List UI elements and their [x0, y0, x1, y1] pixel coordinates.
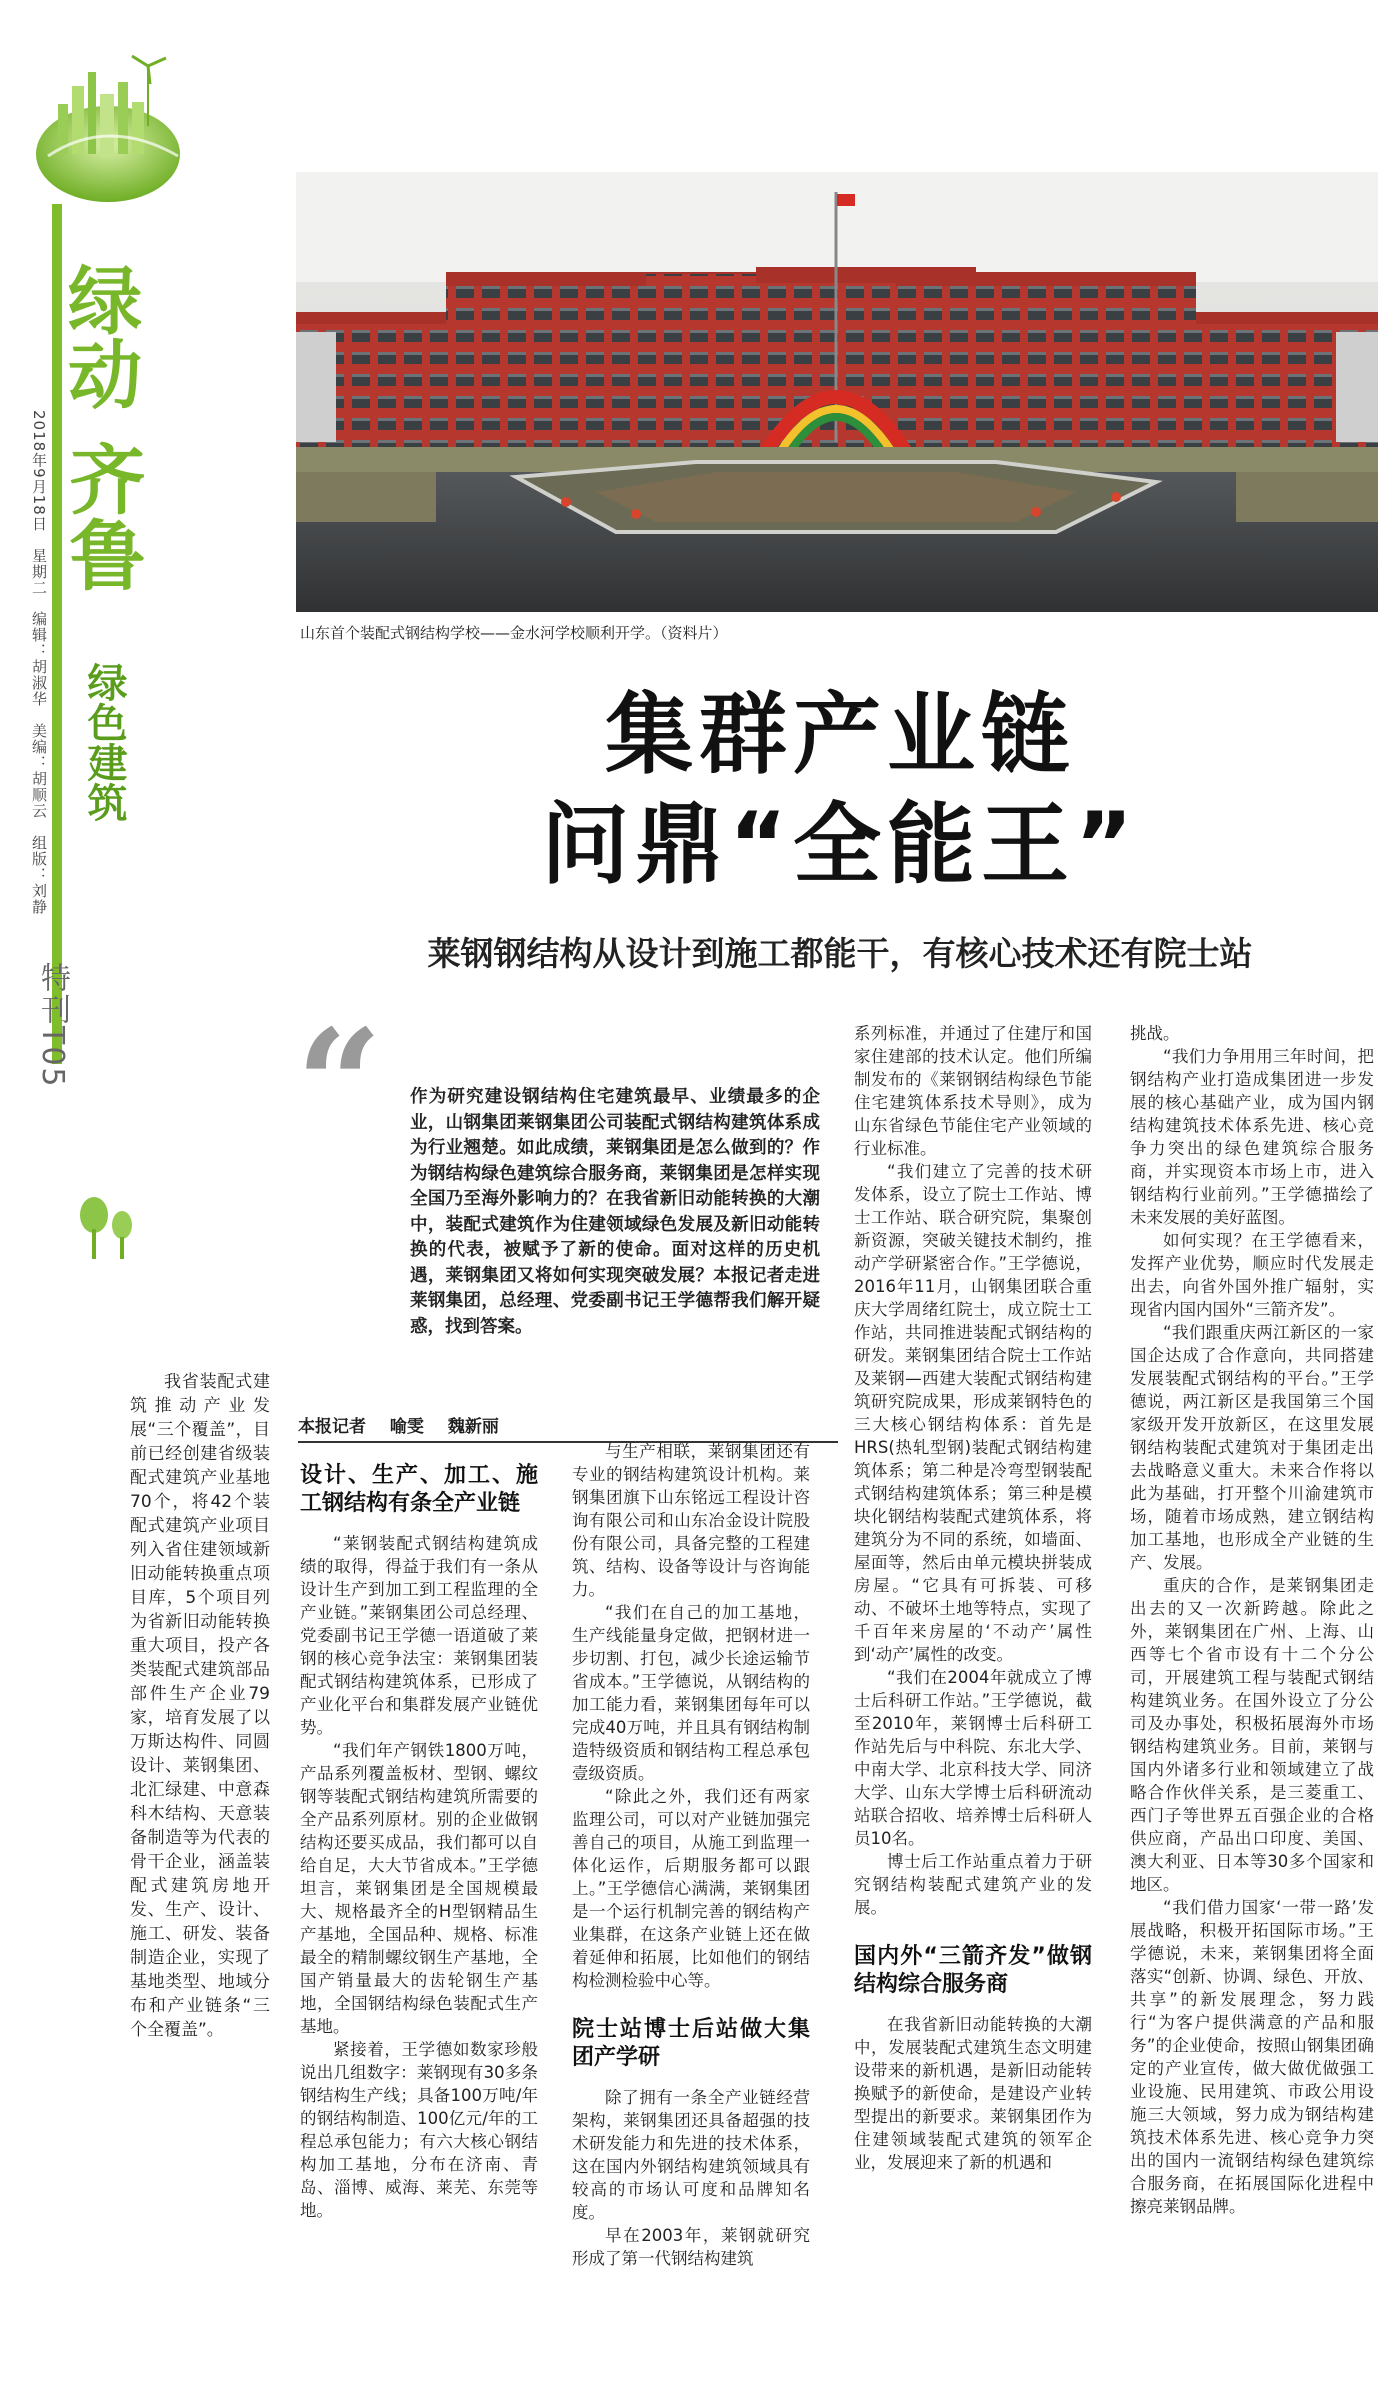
- section-logo-line1: 绿动: [56, 262, 142, 410]
- paragraph: 紧接着，王学德如数家珍般说出几组数字：莱钢现有30多条钢结构生产线；具备100万吨/年的钢结构制造、100亿元/年的工程总承包能力；有六大核心钢结构加工基地，分布在济南、青岛、淄博、威海、莱芜、东莞等地。: [300, 2040, 538, 2220]
- reporter-name-1: 喻雯: [389, 1417, 424, 1437]
- paragraph: 与生产相联，莱钢集团还有专业的钢结构建筑设计机构。莱钢集团旗下山东铭远工程设计咨询有限公司和山东冶金设计院股份有限公司，具备完整的工程建筑、结构、设备等设计与咨询能力。: [572, 1442, 810, 1599]
- paragraph: “我们建立了完善的技术研发体系，设立了院士工作站、博士工作站、联合研究院，集聚创新资源，突破关键技术制约，推动产学研紧密合作。”王学德说，2016年11月，山钢集团联合重庆大学周绪红院士，成立院士工作站，共同推进装配式钢结构的研发。莱钢集团结合院士工作站及莱钢—西建大装配式钢结构建筑研究院成果，形成莱钢特色的三大核心钢结构体系：首先是HRS(热轧型钢)装配式钢结构建筑体系；第二种是冷弯型钢装配式钢结构建筑体系；第三种是模块化钢结构装配式建筑体系，将建筑分为不同的系统，如墙面、屋面等，然后由单元模块拼装成房屋。“它具有可拆装、可移动、不破坏土地等特点，实现了千百年来房屋的‘不动产’属性到‘动产’属性的改变。: [854, 1162, 1092, 1664]
- paragraph: 如何实现？在王学德看来，发挥产业优势，顺应时代发展走出去，向省外国外推广辐射，实现省内国内国外“三箭齐发”。: [1130, 1231, 1374, 1319]
- intro-paragraph: 作为研究建设钢结构住宅建筑最早、业绩最多的企业，山钢集团莱钢集团公司装配式钢结构建筑体系成为行业翘楚。如此成绩，莱钢集团是怎么做到的？作为钢结构绿色建筑综合服务商，莱钢集团是怎样实现全国乃至海外影响力的？在我省新旧动能转换的大潮中，装配式建筑作为住建领域绿色发展及新旧动能转换的代表，被赋予了新的使命。面对这样的历史机遇，莱钢集团又将如何实现突破发展？本报记者走进莱钢集团，总经理、党委副书记王学德帮我们解开疑惑，找到答案。: [410, 1087, 820, 1337]
- issue-weekday: 星期二: [30, 547, 48, 596]
- globe-emblem-icon: [28, 46, 198, 206]
- headline-line2: 问鼎“全能王”: [541, 793, 1139, 896]
- paragraph: “我们力争用用三年时间，把钢结构产业打造成集团进一步发展的核心基础产业，成为国内钢结构建筑技术体系先进、核心竞争力突出的绿色建筑综合服务商，并实现资本市场上市，进入钢结构行业前列。”王学德描绘了未来发展的美好蓝图。: [1130, 1047, 1374, 1227]
- reporter-name-2: 魏新丽: [447, 1417, 499, 1437]
- paragraph: 博士后工作站重点着力于研究钢结构装配式建筑产业的发展。: [854, 1852, 1092, 1917]
- paragraph: “除此之外，我们还有两家监理公司，可以对产业链加强完善自己的项目，从施工到监理一体化运作，后期服务都可以跟上。”王学德信心满满，莱钢集团是一个运行机制完善的钢结构产业集群，在这条产业链上还在做着延伸和拓展，比如他们的钢结构检测检验中心等。: [572, 1787, 810, 1990]
- issue-date: 2018年9月18日: [30, 410, 48, 532]
- sidebar-summary: [130, 1370, 270, 2042]
- paragraph: 重庆的合作，是莱钢集团走出去的又一次新跨越。除此之外，莱钢集团在广州、上海、山西等七个省市设有十二个分公司，开展建筑工程与装配式钢结构建筑业务。在国外设立了分公司及办事处，积极拓展海外市场钢结构建筑业务。目前，莱钢与国内外诸多行业和领域建立了战略合作伙伴关系，是三菱重工、西门子等世界五百强企业的合格供应商，产品出口印度、美国、澳大利亚、日本等30多个国家和地区。: [1130, 1576, 1374, 1894]
- article-column-1: [300, 1462, 538, 2222]
- section-heading-3: 国内外“三箭齐发”做钢结构综合服务商: [854, 1944, 1092, 1997]
- photo-caption: 山东首个装配式钢结构学校——金水河学校顺利开学。（资料片）: [300, 624, 728, 642]
- paragraph: “我们跟重庆两江新区的一家国企达成了合作意向，共同搭建发展装配式钢结构的平台。”王学德说，两江新区是我国第三个国家级开发开放新区，在这里发展钢结构装配式建筑对于集团走出去战略意义重大。未来合作将以此为基础，打开整个川渝建筑市场，随着市场成熟，建立钢结构加工基地，也形成全产业链的生产、发展。: [1130, 1323, 1374, 1572]
- paragraph: “我们借力国家‘一带一路’发展战略，积极开拓国际市场。”王学德说，未来，莱钢集团将全面落实“创新、协调、绿色、开放、共享”的新发展理念，努力践行“为客户提供满意的产品和服务”的企业使命，按照山钢集团确定的产业宣传，做大做优做强工业设施、民用建筑、市政公用设施三大领域，努力成为钢结构建筑技术体系先进、核心竞争力突出的国内一流钢结构绿色建筑综合服务商，在拓展国际化进程中擦亮莱钢品牌。: [1130, 1898, 1374, 2216]
- paragraph: “我们在自己的加工基地，生产线能量身定做，把钢材进一步切割、打包，减少长途运输节省成本。”王学德说，从钢结构的加工能力看，莱钢集团每年可以完成40万吨，并且具有钢结构制造特级资质和钢结构工程总承包壹级资质。: [572, 1603, 810, 1783]
- paragraph: 系列标准，并通过了住建厅和国家住建部的技术认定。他们所编制发布的《莱钢钢结构绿色节能住宅建筑体系技术导则》，成为山东省绿色节能住宅产业领域的行业标准。: [854, 1024, 1092, 1158]
- article-column-2: [572, 1440, 810, 2270]
- issue-meta: [28, 410, 50, 925]
- byline-label: 本报记者: [298, 1417, 366, 1437]
- layout-credit: 组版：刘静: [30, 834, 48, 915]
- section-subtitle: 绿色建筑: [81, 662, 127, 822]
- sidebar-text: 我省装配式建筑推动产业发展“三个覆盖”，目前已经创建省级装配式建筑产业基地70个，将42个装配式建筑产业项目列入省住建领域新旧动能转换重点项目库，5个项目列为省新旧动能转换重大项目，投产各类装配式建筑部品部件生产企业79家，培育发展了以万斯达构件、同圆设计、莱钢集团、北汇绿建、中意森科木结构、天意装备制造等为代表的骨干企业，涵盖装配式建筑房地开发、生产、设计、施工、研发、装备制造企业，实现了基地类型、地域分布和产业链条“三个全覆盖”。: [130, 1372, 270, 2040]
- paragraph: “莱钢装配式钢结构建筑成绩的取得，得益于我们有一条从设计生产到加工到工程监理的全产业链。”莱钢集团公司总经理、党委副书记王学德一语道破了莱钢的核心竞争法宝：莱钢集团装配式钢结构建筑体系，已形成了产业化平台和集群发展产业链优势。: [300, 1534, 538, 1737]
- page-number: 特刊T05: [35, 962, 70, 1089]
- paragraph: “我们在2004年就成立了博士后科研工作站。”王学德说，截至2010年，莱钢博士后科研工作站先后与中科院、东北大学、中南大学、北京科技大学、同济大学、山东大学博士后科研流动站联合招收、培养博士后科研人员10名。: [854, 1668, 1092, 1848]
- paragraph: 挑战。: [1130, 1024, 1180, 1043]
- tree-icon: [72, 1185, 152, 1265]
- article-column-3: [854, 1022, 1092, 2174]
- section-logo-line2: 齐鲁: [57, 440, 146, 592]
- paragraph: “我们年产钢铁1800万吨，产品系列覆盖板材、型钢、螺纹钢等装配式钢结构建筑所需要的全产品系列原材。别的企业做钢结构还要买成品，我们都可以自给自足，大大节省成本。”王学德坦言，莱钢集团是全国规模最大、规格最齐全的H型钢精品生产基地，全国品种、规格、标准最全的精制螺纹钢生产基地，全国产销量最大的齿轮钢生产基地，全国钢结构绿色装配式生产基地。: [300, 1741, 538, 2036]
- byline: [298, 1412, 838, 1443]
- paragraph: 早在2003年，莱钢就研究形成了第一代钢结构建筑: [572, 2226, 810, 2268]
- paragraph: 除了拥有一条全产业链经营架构，莱钢集团还具备超强的技术研发能力和先进的技术体系，这在国内外钢结构建筑领域具有较高的市场认可度和品牌知名度。: [572, 2088, 810, 2222]
- editor-credit: 编辑：胡淑华: [30, 611, 48, 708]
- section-heading-1: 设计、生产、加工、施工钢结构有条全产业链: [300, 1463, 538, 1516]
- section-heading-2: 院士站博士后站做大集团产学研: [572, 2017, 810, 2070]
- paragraph: 在我省新旧动能转换的大潮中，发展装配式建筑生态文明建设带来的新机遇，是新旧动能转换赋予的新使命，是建设产业转型提出的新要求。莱钢集团作为住建领域装配式建筑的领军企业，发展迎来了新的机遇和: [854, 2015, 1092, 2172]
- school-photo: [296, 172, 1378, 612]
- headline: [300, 680, 1380, 900]
- quote-mark-icon: “: [296, 997, 383, 1173]
- article-column-4: [1130, 1022, 1374, 2218]
- art-editor-credit: 美编：胡顺云: [30, 723, 48, 820]
- headline-line1: 集群产业链: [604, 683, 1075, 786]
- subheadline: 莱钢钢结构从设计到施工都能干，有核心技术还有院士站: [427, 934, 1253, 973]
